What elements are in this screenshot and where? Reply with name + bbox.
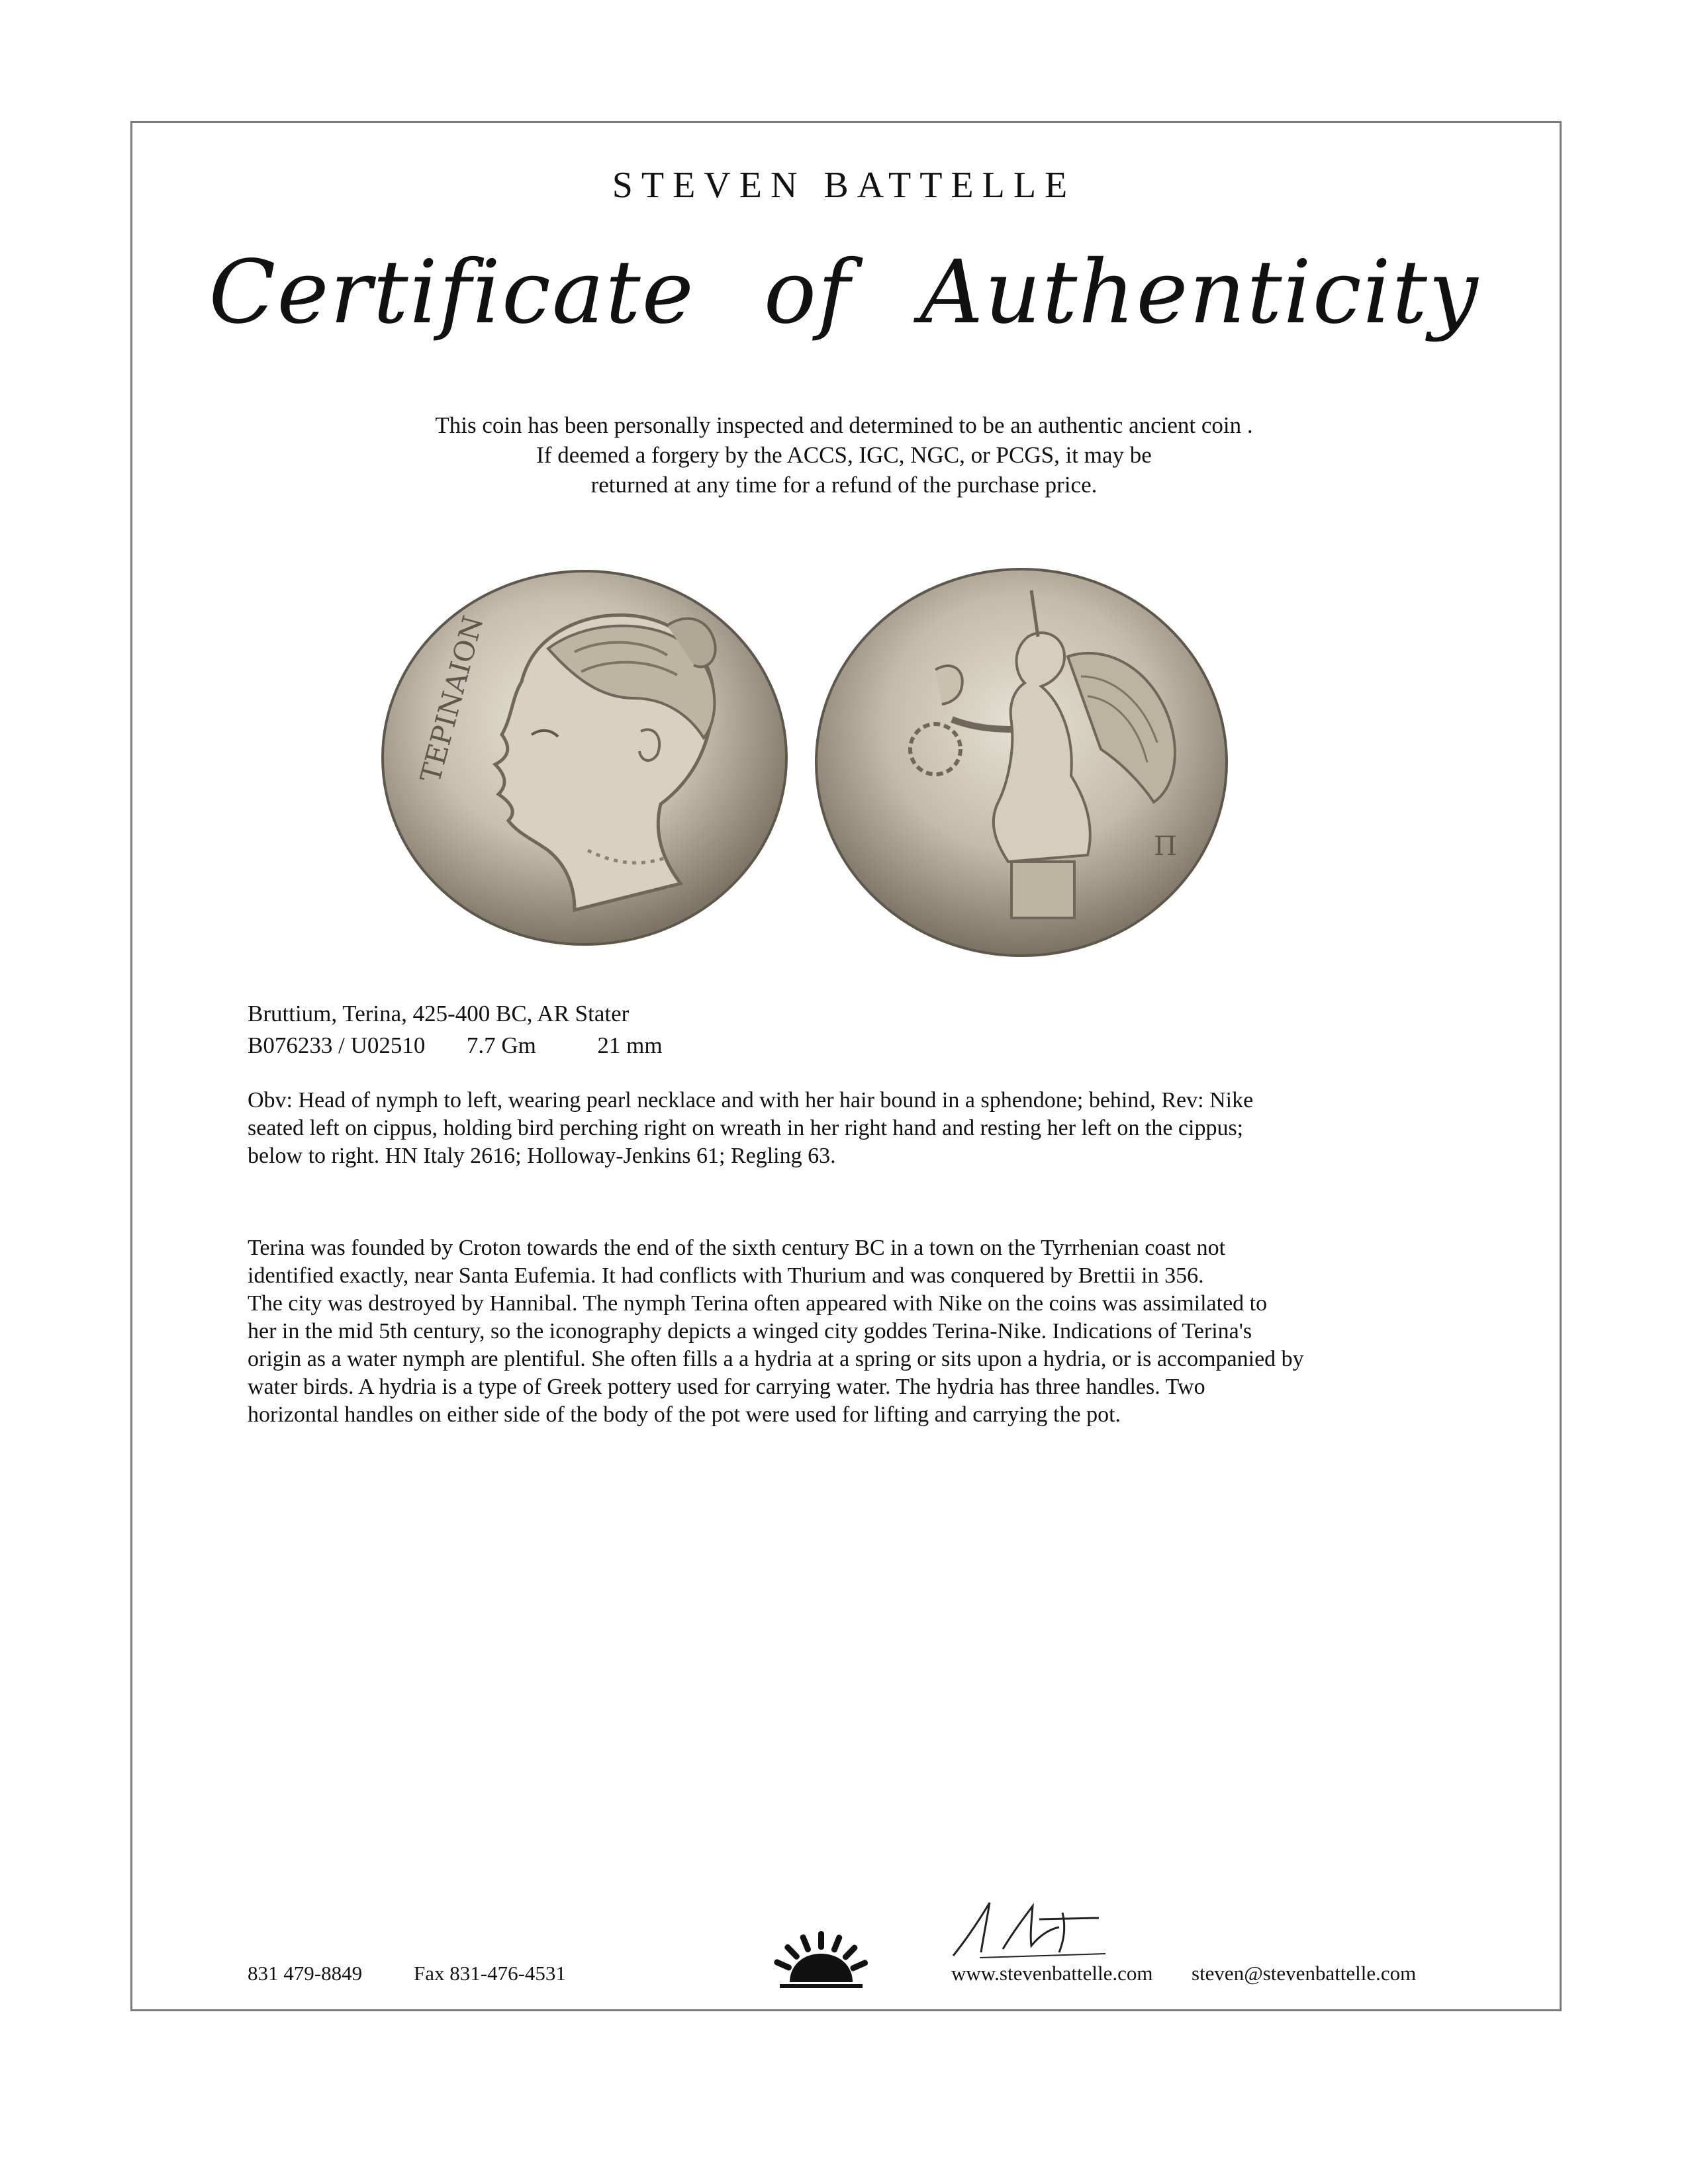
footer-phone: 831 479-8849 — [248, 1962, 363, 1985]
description-line: Obv: Head of nymph to left, wearing pearl necklace and with her hair bound in a sphendone; behind, Rev: Nike — [248, 1088, 1254, 1113]
guarantee-line-3: returned at any time for a refund of the purchase price. — [590, 472, 1098, 498]
coin-weight: 7.7 Gm — [466, 1032, 536, 1058]
obverse-legend: ΤΕΡΙΝΑΙΟΝ — [414, 612, 490, 786]
inventory-number: B076233 / U02510 — [248, 1032, 426, 1058]
nymph-head-obverse-illustration — [376, 566, 793, 950]
history-line: identified exactly, near Santa Eufemia. It had conflicts with Thurium and was conquered by Brettii in 356. — [248, 1263, 1204, 1288]
description-line: seated left on cippus, holding bird perching right on wreath in her right hand and resting her left on the cippus; — [248, 1116, 1244, 1140]
brand-name: STEVEN BATTELLE — [612, 165, 1076, 206]
reverse-mark: Π — [1154, 831, 1177, 862]
coin-reverse-image — [810, 564, 1233, 961]
guarantee-statement — [0, 410, 1688, 500]
guarantee-line-2: If deemed a forgery by the ACCS, IGC, NGC, or PCGS, it may be — [536, 442, 1152, 468]
footer-website-link[interactable]: www.stevenbattelle.com — [951, 1962, 1153, 1985]
nike-seated-reverse-illustration — [810, 564, 1233, 961]
history-line: origin as a water nymph are plentiful. She often fills a a hydria at a spring or sits upon a hydria, or is accompanied by — [248, 1347, 1304, 1371]
history-line: her in the mid 5th century, so the iconography depicts a winged city goddes Terina-Nike. Indications of Terina's — [248, 1319, 1252, 1343]
coin-history — [248, 1234, 1439, 1429]
coin-obverse-image — [376, 566, 793, 950]
history-line: Terina was founded by Croton towards the end of the sixth century BC in a town on the Tyrrhenian coast not — [248, 1236, 1226, 1260]
history-line: water birds. A hydria is a type of Greek pottery used for carrying water. The hydria has three handles. Two — [248, 1375, 1205, 1399]
coin-name: Bruttium, Terina, 425-400 BC, AR Stater — [248, 1001, 630, 1026]
signature-image — [940, 1893, 1112, 1966]
coin-diameter: 21 mm — [597, 1032, 663, 1058]
guarantee-line-1: This coin has been personally inspected and determined to be an authentic ancient coin . — [435, 412, 1253, 438]
coin-details — [248, 998, 1439, 1062]
sunburst-logo-icon — [767, 1926, 876, 1992]
footer-email-link[interactable]: steven@stevenbattelle.com — [1192, 1962, 1417, 1985]
certificate-title: Certificate of Authenticity — [209, 242, 1479, 343]
footer-fax: Fax 831-476-4531 — [414, 1962, 566, 1985]
coin-description — [248, 1087, 1386, 1170]
history-line: horizontal handles on either side of the body of the pot were used for lifting and carrying the pot. — [248, 1402, 1121, 1427]
history-line: The city was destroyed by Hannibal. The nymph Terina often appeared with Nike on the coins was assimilated to — [248, 1291, 1268, 1316]
coin-specs — [248, 1030, 1439, 1062]
certificate-frame — [130, 121, 1562, 2011]
description-line: below to right. HN Italy 2616; Holloway-Jenkins 61; Regling 63. — [248, 1144, 836, 1168]
